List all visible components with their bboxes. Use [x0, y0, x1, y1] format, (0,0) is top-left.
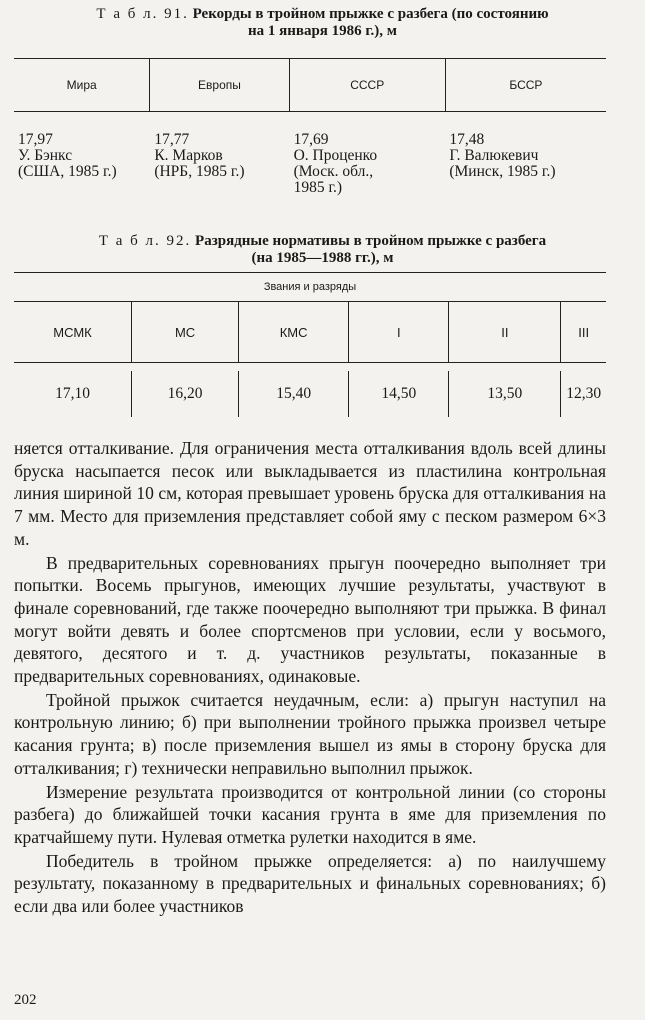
table91-header-ussr: СССР: [289, 59, 445, 111]
table91-label: Т а б л. 91.: [96, 6, 189, 22]
table92-header-kms: КМС: [238, 302, 348, 362]
table92-title-line1: Разрядные нормативы в тройном прыжке с разбега: [195, 233, 547, 249]
table92-data-row: [14, 371, 606, 417]
table91: [14, 58, 606, 196]
table91-header-bssr: БССР: [445, 59, 606, 111]
paragraph: Измерение результата производится от контрольной линии (со стороны разбега) до ближайшей точки касания грунта в яме для приземления по кратчайшему пути. Нулевая отметка рулетки находится в яме.: [14, 781, 606, 847]
table92-value-kms: 15,40: [238, 371, 348, 417]
body-text: [14, 437, 606, 919]
table91-title-line2: на 1 января 1986 г.), м: [247, 23, 398, 39]
table92: [14, 272, 606, 417]
paragraph: В предварительных соревнованиях прыгун поочередно выполняет три попытки. Восемь прыгунов, имеющих лучшие результаты, участвуют в финале соревнований, где также поочередно выполняют три прыжка. В финал могут войти девять и более спортсменов при условии, если у восьмого, девятого, десятого и т. д. участников результаты, показанные в предварительных соревнованиях, одинаковые.: [14, 552, 606, 687]
table91-caption: [14, 6, 631, 40]
table92-header-ms: МС: [131, 302, 238, 362]
page-number: 202: [14, 992, 37, 1008]
table92-group-header: Звания и разряды: [14, 272, 606, 302]
paragraph: Победитель в тройном прыжке определяется: а) по наилучшему результату, показанному в предварительных и финальных соревнованиях; б) если два или более участников: [14, 850, 606, 917]
table92-value-rank2: 13,50: [448, 371, 560, 417]
table92-header-msmk: МСМК: [53, 324, 92, 340]
table92-value-rank3: 12,30: [560, 371, 606, 417]
table91-cell-ussr: 17,69 О. Проценко (Моск. обл., 1985 г.): [293, 131, 378, 196]
table92-value-ms: 16,20: [131, 371, 238, 417]
table91-header-world: Мира: [66, 78, 97, 92]
table92-header-row: [14, 302, 606, 363]
table92-label: Т а б л. 92.: [98, 233, 192, 249]
paragraph: няется отталкивание. Для ограничения места отталкивания вдоль всей длины бруска насыпается песок или выкладывается из пластилина контрольная линия шириной 10 см, которая превышает уровень бруска для отталкивания на 7 мм. Место для приземления представляет собой яму с песком размером 6×3 м.: [14, 438, 606, 549]
table92-header-rank3: III: [560, 302, 606, 362]
table91-title-line1: Рекорды в тройном прыжке с разбега (по состоянию: [192, 6, 549, 22]
table91-header-row: [14, 58, 606, 112]
table91-cell-bssr: 17,48 Г. Валюкевич (Минск, 1985 г.): [449, 131, 556, 180]
table91-data-row: [14, 132, 606, 196]
table92-value-msmk: 17,10: [55, 385, 90, 402]
table92-value-rank1: 14,50: [348, 371, 448, 417]
table92-header-rank1: I: [348, 302, 448, 362]
table91-cell-europe: 17,77 К. Марков (НРБ, 1985 г.): [154, 131, 245, 180]
table92-title-line2: (на 1985—1988 гг.), м: [251, 250, 394, 266]
table91-header-europe: Европы: [149, 59, 288, 111]
table91-cell-world: 17,97 У. Бэнкс (США, 1985 г.): [18, 131, 117, 180]
table92-header-rank2: II: [448, 302, 560, 362]
paragraph: Тройной прыжок считается неудачным, если: а) прыгун наступил на контрольную линию; б) при выполнении тройного прыжка произвел четыре касания грунта; в) после приземления вышел из ямы в сторону бруска для отталкивания; г) технически неправильно выполнил прыжок.: [14, 689, 606, 778]
table92-caption: [14, 233, 631, 267]
